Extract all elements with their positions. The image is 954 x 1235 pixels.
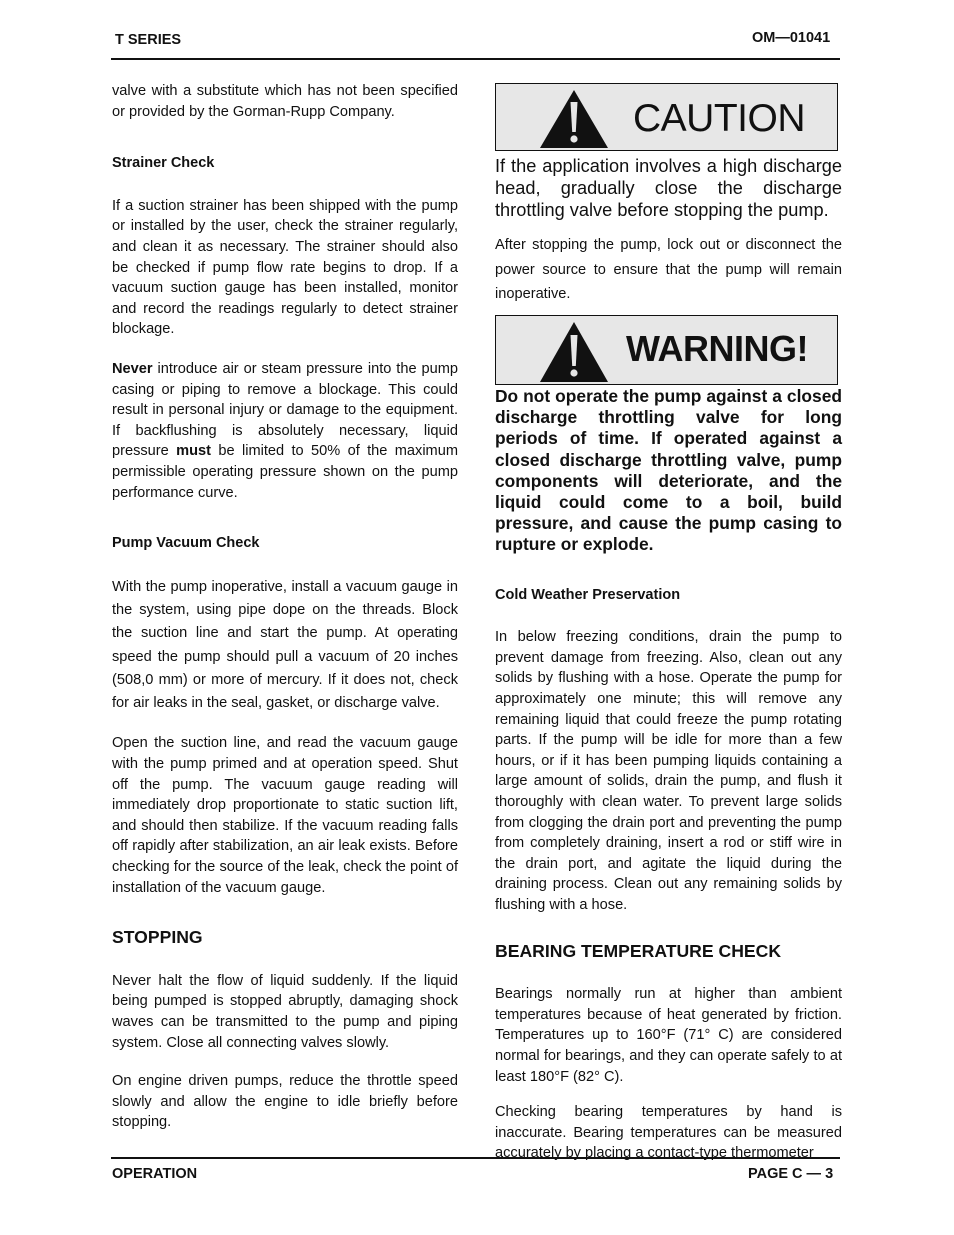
warning-box — [495, 315, 838, 385]
bearing-paragraph-2: Checking bearing temperatures by hand is inaccurate. Bearing temperatures can be measured accurately by placing a contact-type thermometer — [495, 1104, 842, 1162]
must-emphasis: must — [176, 443, 212, 460]
footer-section: OPERATION — [112, 1166, 198, 1182]
strainer-paragraph-1: If a suction strainer has been shipped with the pump or installed by the user, check the strainer regularly, and clean it as necessary. The strainer should also be checked if pump flow rate begins to drop. If a vacuum suction gauge has been installed, monitor and record the readings regularly to detect strainer blockage. — [112, 197, 458, 338]
strainer-check-heading: Strainer Check — [112, 155, 215, 172]
caution-text: If the application involves a high discharge head, gradually close the discharge throttling valve before stopping the pump. — [495, 156, 842, 220]
caution-box — [495, 83, 838, 151]
left-column — [112, 81, 458, 1133]
footer-page-number: PAGE C — 3 — [748, 1166, 834, 1182]
caution-label: CAUTION — [633, 97, 805, 140]
strainer-paragraph-2 — [112, 359, 458, 503]
stopping-paragraph-1: Never halt the flow of liquid suddenly. If the liquid being pumped is stopped abruptly, damaging shock waves can be transmitted to the pump and piping system. Close all connecting valves slowly. — [112, 972, 458, 1051]
cold-weather-heading: Cold Weather Preservation — [495, 586, 681, 603]
exclamation-triangle-icon — [538, 320, 610, 384]
never-emphasis: Never — [112, 360, 153, 377]
footer-rule — [111, 1157, 840, 1159]
stopping-paragraph-2: On engine driven pumps, reduce the throttle speed slowly and allow the engine to idle briefly before stopping. — [112, 1073, 458, 1131]
right-column-upper — [495, 155, 842, 307]
pump-vacuum-check-heading: Pump Vacuum Check — [112, 535, 260, 552]
cold-weather-paragraph: In below freezing conditions, drain the pump to prevent damage from freezing. Also, clean out any solids by flushing with a hose. Operate the pump for approximately one minute; this will remove any remaining liquid that could freeze the pump rotating parts. If the pump will be idle for more than a few hours, or if it has been pumping liquids containing a large amount of solids, drain the pump, and flush it thoroughly with clean water. To prevent large solids from clogging the drain port and preventing the pump from completely draining, insert a rod or stiff wire in the drain port, and agitate the liquid during the draining process. Clean out any remaining solids by flushing with a hose. — [495, 629, 842, 913]
exclamation-triangle-icon — [538, 88, 610, 150]
header-doc-number: OM—01041 — [752, 30, 831, 46]
header-series: T SERIES — [115, 32, 182, 48]
warning-label: WARNING! — [626, 328, 808, 369]
bearing-paragraph-1: Bearings normally run at higher than ambient temperatures because of heat generated by friction. Temperatures up to 160°F (71° C) are considered normal for bearings, and they can operate safely to at least 180°F (82° C). — [495, 986, 842, 1085]
after-stop-paragraph: After stopping the pump, lock out or disconnect the power source to ensure that the pump will remain inoperative. — [495, 237, 842, 302]
vacuum-paragraph-2: Open the suction line, and read the vacuum gauge with the pump primed and at operation speed. Shut off the pump. The vacuum gauge reading will immediately drop proportionate to static suction lift, and should then stabilize. If the vacuum reading falls off rapidly after stabilization, an air leak exists. Before checking for the source of the leak, check the point of installation of the vacuum gauge. — [112, 735, 458, 896]
stopping-heading: STOPPING — [112, 927, 203, 948]
intro-paragraph: valve with a substitute which has not been specified or provided by the Gorman-Rupp Company. — [112, 83, 458, 120]
bearing-temperature-heading: BEARING TEMPERATURE CHECK — [495, 940, 782, 961]
strainer-p2-text-a: introduce air or steam pressure into the pump casing or piping to remove a blockage. This could result in personal injury or damage to the equipment. If backflushing is absolutely necessary, liquid pressure — [112, 360, 458, 460]
strainer-p2-text-b: be limited to 50% of the maximum permissible operating pressure shown on the pump performance curve. — [112, 443, 458, 501]
vacuum-paragraph-1: With the pump inoperative, install a vacuum gauge in the system, using pipe dope on the threads. Block the suction line and start the pump. At operating speed the pump should pull a vacuum of 20 inches (508,0 mm) or more of mercury. If it does not, check for air leaks in the seal, gasket, or discharge valve. — [112, 578, 458, 712]
right-column-lower — [495, 386, 842, 1164]
warning-text: Do not operate the pump against a closed discharge throttling valve for long periods of time. If operated against a closed discharge throttling valve, pump components will deteriorate, and the liquid could come to a boil, build pressure, and cause the pump casing to rupture or explode. — [495, 386, 842, 555]
header-rule — [111, 58, 840, 60]
